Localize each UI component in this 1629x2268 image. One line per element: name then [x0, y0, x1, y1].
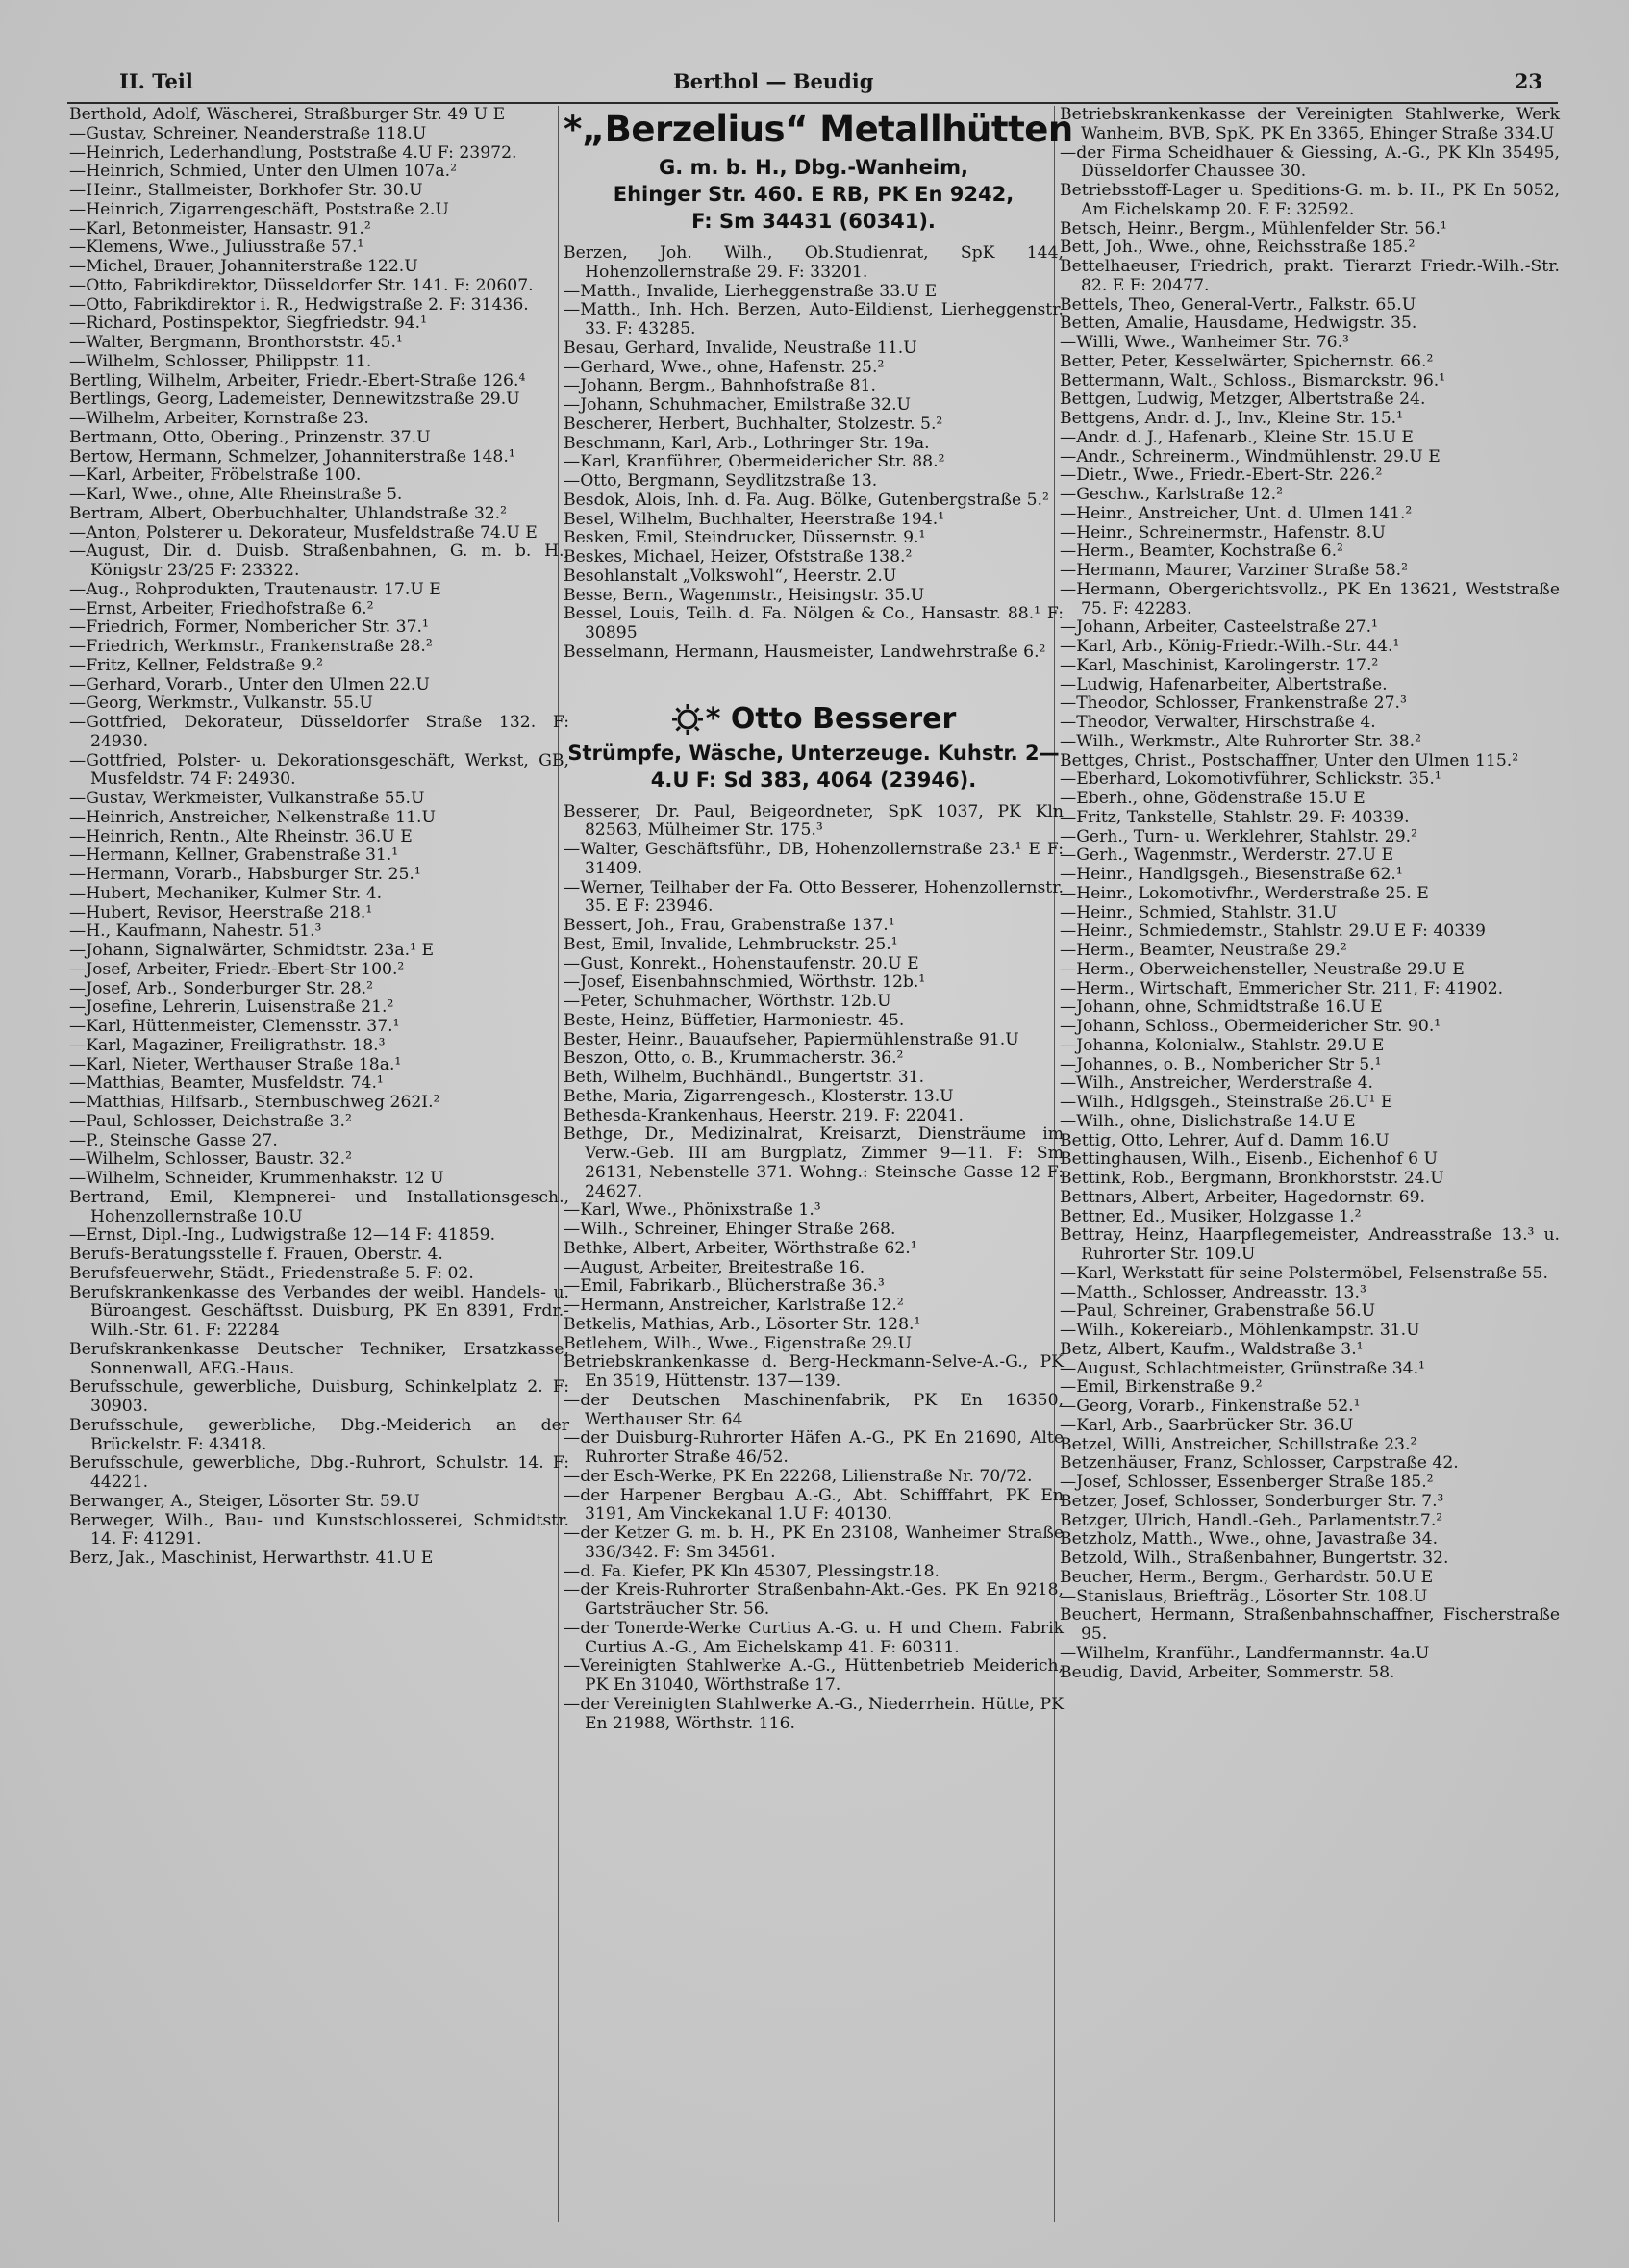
berzelius-advert	[564, 106, 1073, 235]
entry-list	[69, 106, 569, 1569]
directory-entry: —Georg, Werkmstr., Vulkanstr. 55.U	[69, 693, 373, 714]
directory-entry: —der Ketzer G. m. b. H., PK En 23108, Wanheimer Straße 336/342. F: Sm 34561.	[564, 1524, 1064, 1562]
directory-entry: —Klemens, Wwe., Juliusstraße 57.¹	[69, 238, 364, 258]
directory-entry: —der Tonerde-Werke Curtius A.-G. u. H und Chem. Fabrik Curtius A.-G., Am Eichelskamp 41. F: 60311.	[564, 1618, 1064, 1657]
directory-entry: —Walter, Bergmann, Bronthorststr. 45.¹	[69, 333, 403, 352]
directory-entry: —Karl, Arb., König-Friedr.-Wilh.-Str. 44.¹	[1060, 637, 1400, 656]
directory-entry: —Josef, Arb., Sonderburger Str. 28.²	[69, 978, 373, 998]
directory-entry: —Gerh., Wagenmstr., Werderstr. 27.U E	[1060, 845, 1394, 866]
directory-entry: Bertow, Hermann, Schmelzer, Johanniterstraße 148.¹	[69, 446, 515, 466]
directory-entry: Betriebskrankenkasse der Vereinigten Stahlwerke, Werk Wanheim, BVB, SpK, PK En 3365, Ehinger Straße 334.U	[1060, 105, 1560, 143]
directory-entry: Bertlings, Georg, Lademeister, Dennewitzstraße 29.U	[69, 390, 520, 410]
directory-entry: —Heinrich, Zigarrengeschäft, Poststraße 2.U	[69, 199, 449, 219]
directory-entry: —Wilh., Kokereiarb., Möhlenkampstr. 31.U	[1060, 1321, 1420, 1340]
page-header	[0, 65, 1629, 98]
directory-entry: —Hermann, Anstreicher, Karlstraße 12.²	[564, 1296, 904, 1315]
directory-entry: —Herm., Beamter, Neustraße 29.²	[1060, 941, 1347, 960]
directory-entry: —Heinrich, Schmied, Unter den Ulmen 107a.²	[69, 162, 458, 182]
directory-entry: —Wilh., Schreiner, Ehinger Straße 268.	[564, 1220, 896, 1239]
directory-entry: Bethge, Dr., Medizinalrat, Kreisarzt, Diensträume im Verw.-Geb. III am Burgplatz, Zimmer 9—11. F: Sm 26131, Nebenstelle 371. Wohng.: Steinsche Gasse 12 F: 24627.	[564, 1124, 1064, 1201]
directory-entry: —Karl, Wwe., Phönixstraße 1.³	[564, 1200, 821, 1221]
directory-entry: Besel, Wilhelm, Buchhalter, Heerstraße 194.¹	[564, 509, 945, 529]
directory-entry: Bettels, Theo, General-Vertr., Falkstr. 65.U	[1060, 294, 1416, 315]
directory-entry: —Hermann, Kellner, Grabenstraße 31.¹	[69, 845, 399, 866]
directory-entry: —Stanislaus, Briefträg., Lösorter Str. 108.U	[1060, 1586, 1428, 1606]
header-section: II. Teil	[119, 69, 193, 93]
directory-entry: —Josef, Eisenbahnschmied, Wörthstr. 12b.¹	[564, 972, 926, 993]
directory-entry: Berufs-Beratungsstelle f. Frauen, Oberstr. 4.	[69, 1245, 443, 1264]
directory-entry: Berufsschule, gewerbliche, Duisburg, Schinkelplatz 2. F: 30903.	[69, 1377, 569, 1416]
directory-entry: —Heinr., Schmiedemstr., Stahlstr. 29.U E F: 40339	[1060, 921, 1486, 942]
directory-entry: —Fritz, Kellner, Feldstraße 9.²	[69, 655, 324, 675]
directory-entry: —Johann, Schuhmacher, Emilstraße 32.U	[564, 395, 912, 415]
directory-entry: —Heinr., Stallmeister, Borkhofer Str. 30.U	[69, 181, 423, 200]
directory-entry: —Gottfried, Polster- u. Dekorationsgeschäft, Werkst, GB, Musfeldstr. 74 F: 24930.	[69, 750, 569, 790]
directory-entry: —Matthias, Hilfsarb., Sternbuschweg 262I.²	[69, 1093, 440, 1112]
entry-list	[564, 803, 1064, 1734]
directory-entry: —Heinr., Anstreicher, Unt. d. Ulmen 141.²	[1060, 503, 1413, 523]
directory-entry: —Gerhard, Vorarb., Unter den Ulmen 22.U	[69, 674, 430, 694]
directory-entry: —Karl, Betonmeister, Hansastr. 91.²	[69, 218, 371, 239]
directory-entry: Betten, Amalie, Hausdame, Hedwigstr. 35.	[1060, 314, 1417, 334]
directory-entry: Betriebskrankenkasse d. Berg-Heckmann-Selve-A.-G., PK En 3519, Hüttenstr. 137—139.	[564, 1352, 1064, 1391]
directory-entry: —der Duisburg-Ruhrorter Häfen A.-G., PK En 21690, Alte Ruhrorter Straße 46/52.	[564, 1428, 1064, 1467]
directory-entry: Berufskrankenkasse Deutscher Techniker, Ersatzkasse, Sonnenwall, AEG.-Haus.	[69, 1339, 569, 1378]
directory-entry: Beuchert, Hermann, Straßenbahnschaffner, Fischerstraße 95.	[1060, 1605, 1560, 1644]
directory-entry: —Theodor, Verwalter, Hirschstraße 4.	[1060, 713, 1376, 732]
directory-entry: Bettelhaeuser, Friedrich, prakt. Tierarzt Friedr.-Wilh.-Str. 82. E F: 20477.	[1060, 257, 1560, 295]
directory-entry: Bettgen, Ludwig, Metzger, Albertstraße 24.	[1060, 390, 1426, 410]
directory-entry: —der Deutschen Maschinenfabrik, PK En 16350, Werthauser Str. 64	[564, 1390, 1064, 1429]
directory-entry: Beth, Wilhelm, Buchhändl., Bungertstr. 31.	[564, 1068, 925, 1087]
directory-entry: —Anton, Polsterer u. Dekorateur, Musfeldstraße 74.U E	[69, 522, 538, 542]
directory-entry: Besau, Gerhard, Invalide, Neustraße 11.U	[564, 338, 917, 358]
directory-entry: Betsch, Heinr., Bergm., Mühlenfelder Str. 56.¹	[1060, 218, 1447, 239]
directory-entry: —Matth., Inh. Hch. Berzen, Auto-Eildienst, Lierheggenstr. 33. F: 43285.	[564, 300, 1064, 339]
directory-entry: —Johann, Signalwärter, Schmidtstr. 23a.¹ E	[69, 941, 435, 960]
directory-entry: —Karl, Wwe., ohne, Alte Rheinstraße 5.	[69, 485, 403, 504]
directory-entry: —Gerh., Turn- u. Werklehrer, Stahlstr. 29.²	[1060, 826, 1417, 846]
advert-line: F: Sm 34431 (60341).	[691, 210, 936, 233]
directory-entry: Betzenhäuser, Franz, Schlosser, Carpstraße 42.	[1060, 1453, 1459, 1474]
directory-entry: —Matthias, Beamter, Musfeldstr. 74.¹	[69, 1073, 384, 1094]
directory-entry: —Gustav, Werkmeister, Vulkanstraße 55.U	[69, 789, 425, 808]
directory-entry: —Gottfried, Dekorateur, Düsseldorfer Straße 132. F: 24930.	[69, 713, 569, 751]
directory-entry: —Karl, Magaziner, Freiligrathstr. 18.³	[69, 1035, 386, 1055]
directory-entry: —Heinr., Handlgsgeh., Biesenstraße 62.¹	[1060, 865, 1403, 884]
directory-entry: —Richard, Postinspektor, Siegfriedstr. 94.¹	[69, 314, 428, 334]
directory-entry: Betzel, Willi, Anstreicher, Schillstraße 23.²	[1060, 1434, 1417, 1454]
directory-entry: —Hermann, Maurer, Varziner Straße 58.²	[1060, 561, 1408, 580]
advert-line: Ehinger Str. 460. E RB, PK En 9242,	[613, 183, 1015, 206]
directory-entry: —Andr. d. J., Hafenarb., Kleine Str. 15.U E	[1060, 427, 1414, 447]
directory-entry: —Josef, Arbeiter, Friedr.-Ebert-Str 100.²	[69, 959, 405, 979]
directory-entry: —Johann, Arbeiter, Casteelstraße 27.¹	[1060, 617, 1378, 638]
directory-entry: —Otto, Bergmann, Seydlitzstraße 13.	[564, 471, 878, 491]
directory-entry: —Walter, Geschäftsführ., DB, Hohenzollernstraße 23.¹ E F: 31409.	[564, 840, 1064, 878]
directory-entry: Bettink, Rob., Bergmann, Bronkhorststr. 24.U	[1060, 1169, 1444, 1188]
directory-entry: Bethke, Albert, Arbeiter, Wörthstraße 62.¹	[564, 1238, 917, 1258]
directory-entry: —H., Kaufmann, Nahestr. 51.³	[69, 921, 322, 942]
directory-entry: Beste, Heinz, Büffetier, Harmoniestr. 45.	[564, 1010, 905, 1030]
directory-entry: —Johann, Bergm., Bahnhofstraße 81.	[564, 376, 876, 396]
directory-entry: —August, Schlachtmeister, Grünstraße 34.¹	[1060, 1358, 1425, 1378]
directory-entry: —Gerhard, Wwe., ohne, Hafenstr. 25.²	[564, 357, 885, 377]
header-range: Berthol — Beudig	[673, 69, 874, 93]
directory-entry: Besdok, Alois, Inh. d. Fa. Aug. Bölke, Gutenbergstraße 5.²	[564, 490, 1049, 510]
directory-entry: —Heinr., Schmied, Stahlstr. 31.U	[1060, 902, 1338, 922]
directory-entry: Betlehem, Wilh., Wwe., Eigenstraße 29.U	[564, 1333, 913, 1353]
directory-entry: —Paul, Schreiner, Grabenstraße 56.U	[1060, 1301, 1376, 1322]
directory-entry: —Emil, Birkenstraße 9.²	[1060, 1377, 1263, 1398]
directory-entry: —Heinr., Schreinermstr., Hafenstr. 8.U	[1060, 522, 1386, 542]
directory-entry: Berufsfeuerwehr, Städt., Friedenstraße 5. F: 02.	[69, 1263, 474, 1283]
directory-entry: —Ludwig, Hafenarbeiter, Albertstraße.	[1060, 674, 1388, 694]
directory-entry: —Matth., Invalide, Lierheggenstraße 33.U E	[564, 281, 938, 301]
directory-entry: —Wilhelm, Schlosser, Philippstr. 11.	[69, 351, 372, 371]
directory-entry: —Geschw., Karlstraße 12.²	[1060, 485, 1283, 504]
directory-entry: Bettner, Ed., Musiker, Holzgasse 1.²	[1060, 1206, 1362, 1226]
directory-entry: —Hubert, Revisor, Heerstraße 218.¹	[69, 902, 373, 922]
directory-entry: Bettermann, Walt., Schloss., Bismarckstr. 96.¹	[1060, 370, 1446, 391]
directory-entry: Bettgens, Andr. d. J., Inv., Kleine Str. 15.¹	[1060, 409, 1404, 428]
directory-entry: —August, Dir. d. Duisb. Straßenbahnen, G. m. b. H., Königstr 23/25 F: 23322.	[69, 542, 569, 580]
directory-entry: —Dietr., Wwe., Friedr.-Ebert-Str. 226.²	[1060, 466, 1383, 486]
directory-entry: Bessel, Louis, Teilh. d. Fa. Nölgen & Co., Hansastr. 88.¹ F: 30895	[564, 604, 1064, 643]
directory-entry: —der Esch-Werke, PK En 22268, Lilienstraße Nr. 70/72.	[564, 1466, 1033, 1486]
directory-entry: —der Vereinigten Stahlwerke A.-G., Niederrhein. Hütte, PK En 21988, Wörthstr. 116.	[564, 1694, 1064, 1733]
directory-entry: Bettig, Otto, Lehrer, Auf d. Damm 16.U	[1060, 1130, 1390, 1150]
directory-entry: Besselmann, Hermann, Hausmeister, Landwehrstraße 6.²	[564, 642, 1046, 662]
directory-entry: —Gust, Konrekt., Hohenstaufenstr. 20.U E	[564, 953, 919, 973]
directory-entry: —Friedrich, Werkmstr., Frankenstraße 28.²	[69, 637, 433, 656]
directory-entry: —Wilhelm, Arbeiter, Kornstraße 23.	[69, 409, 369, 428]
directory-entry: Bethe, Maria, Zigarrengesch., Klosterstr. 13.U	[564, 1086, 954, 1106]
directory-entry: Best, Emil, Invalide, Lehmbruckstr. 25.¹	[564, 934, 898, 954]
directory-entry: —Ernst, Dipl.-Ing., Ludwigstraße 12—14 F: 41859.	[69, 1225, 496, 1246]
directory-entry: —Otto, Fabrikdirektor, Düsseldorfer Str. 141. F: 20607.	[69, 275, 534, 295]
directory-entry: —Eberhard, Lokomotivführer, Schlickstr. 35.¹	[1060, 769, 1441, 790]
directory-entry: —Karl, Werkstatt für seine Polstermöbel, Felsenstraße 55.	[1060, 1263, 1548, 1283]
directory-entry: Berthold, Adolf, Wäscherei, Straßburger Str. 49 U E	[69, 105, 506, 124]
directory-entry: Berzen, Joh. Wilh., Ob.Studienrat, SpK 144, Hohenzollernstraße 29. F: 33201.	[564, 243, 1064, 282]
directory-entry: —Johann, ohne, Schmidtstraße 16.U E	[1060, 997, 1383, 1018]
entry-list	[1060, 106, 1560, 1682]
directory-entry: —Hubert, Mechaniker, Kulmer Str. 4.	[69, 883, 383, 903]
advert-line: G. m. b. H., Dbg.-Wanheim,	[659, 156, 968, 179]
directory-entry: Bertmann, Otto, Obering., Prinzenstr. 37.U	[69, 427, 431, 447]
directory-entry: —Andr., Schreinerm., Windmühlenstr. 29.U E	[1060, 446, 1441, 466]
directory-entry: Beskes, Michael, Heizer, Ofststraße 138.²	[564, 547, 913, 567]
directory-entry: —Friedrich, Former, Nombericher Str. 37.¹	[69, 617, 429, 638]
directory-entry: Berufsschule, gewerbliche, Dbg.-Meiderich an der Brückelstr. F: 43418.	[69, 1415, 569, 1454]
directory-entry: Beucher, Herm., Bergm., Gerhardstr. 50.U E	[1060, 1567, 1434, 1587]
directory-entry: —Eberh., ohne, Gödenstraße 15.U E	[1060, 789, 1366, 808]
directory-entry: —Heinrich, Anstreicher, Nelkenstraße 11.U	[69, 807, 436, 827]
directory-entry: Besken, Emil, Steindrucker, Düssernstr. 9.¹	[564, 528, 926, 548]
directory-entry: —Peter, Schuhmacher, Wörthstr. 12b.U	[564, 992, 891, 1011]
page-number: 23	[1514, 69, 1542, 93]
entry-list	[564, 244, 1064, 663]
directory-entry: —Josef, Schlosser, Essenberger Straße 185.²	[1060, 1473, 1434, 1492]
directory-entry: —Herm., Beamter, Kochstraße 6.²	[1060, 542, 1343, 562]
directory-entry: —Johann, Schloss., Obermeidericher Str. 90.¹	[1060, 1017, 1441, 1036]
directory-entry: Bester, Heinr., Bauaufseher, Papiermühlenstraße 91.U	[564, 1029, 1019, 1049]
directory-entry: Better, Peter, Kesselwärter, Spichernstr. 66.²	[1060, 351, 1434, 371]
directory-entry: —Johannes, o. B., Nombericher Str 5.¹	[1060, 1054, 1382, 1074]
directory-entry: —Aug., Rohprodukten, Trautenaustr. 17.U E	[69, 579, 441, 599]
directory-entry: Bertram, Albert, Oberbuchhalter, Uhlandstraße 32.²	[69, 503, 508, 523]
directory-entry: Betzholz, Matth., Wwe., ohne, Javastraße 34.	[1060, 1529, 1439, 1550]
directory-entry: —Heinr., Lokomotivfhr., Werderstraße 25. E	[1060, 883, 1429, 903]
directory-entry: —Wilhelm, Schneider, Krummenhakstr. 12 U	[69, 1169, 444, 1188]
directory-entry: Berweger, Wilh., Bau- und Kunstschlosserei, Schmidtstr. 14. F: 41291.	[69, 1510, 569, 1550]
directory-entry: —d. Fa. Kiefer, PK Kln 45307, Plessingstr.18.	[564, 1561, 940, 1581]
directory-entry: —Herm., Oberweichensteller, Neustraße 29.U E	[1060, 959, 1465, 979]
directory-entry: —Karl, Hüttenmeister, Clemensstr. 37.¹	[69, 1017, 400, 1036]
directory-entry: —Hermann, Vorarb., Habsburger Str. 25.¹	[69, 865, 421, 884]
directory-entry: Bettray, Heinz, Haarpflegemeister, Andreasstraße 13.³ u. Ruhrorter Str. 109.U	[1060, 1225, 1560, 1264]
directory-entry: Bescherer, Herbert, Buchhalter, Stolzestr. 5.²	[564, 414, 943, 434]
directory-entry: —Fritz, Tankstelle, Stahlstr. 29. F: 40339.	[1060, 807, 1410, 827]
directory-entry: Betzger, Ulrich, Handl.-Geh., Parlamentstr.7.²	[1060, 1510, 1443, 1530]
directory-entry: Bertling, Wilhelm, Arbeiter, Friedr.-Ebert-Straße 126.⁴	[69, 370, 526, 391]
directory-entry: Beschmann, Karl, Arb., Lothringer Str. 19a.	[564, 433, 930, 453]
directory-entry: Betkelis, Mathias, Arb., Lösorter Str. 128.¹	[564, 1314, 921, 1334]
column-1	[69, 106, 569, 1569]
directory-entry: Betzold, Wilh., Straßenbahner, Bungertstr. 32.	[1060, 1549, 1449, 1568]
directory-entry: —Karl, Nieter, Werthauser Straße 18a.¹	[69, 1054, 402, 1074]
directory-entry: Bett, Joh., Wwe., ohne, Reichsstraße 185.²	[1060, 238, 1416, 258]
directory-entry: —Wilh., Hdlgsgeh., Steinstraße 26.U¹ E	[1060, 1093, 1393, 1112]
directory-entry: —Heinrich, Rentn., Alte Rheinstr. 36.U E	[69, 826, 413, 846]
directory-entry: Bethesda-Krankenhaus, Heerstr. 219. F: 22041.	[564, 1105, 964, 1125]
directory-entry: —Paul, Schlosser, Deichstraße 3.²	[69, 1111, 352, 1131]
directory-entry: —Herm., Wirtschaft, Emmericher Str. 211, F: 41902.	[1060, 978, 1504, 998]
header-rule	[67, 102, 1558, 104]
besserer-advert	[564, 699, 1064, 794]
directory-entry: —Karl, Kranführer, Obermeidericher Str. 88.²	[564, 452, 945, 472]
directory-entry: Betz, Albert, Kaufm., Waldstraße 3.¹	[1060, 1339, 1364, 1359]
directory-entry: Beudig, David, Arbeiter, Sommerstr. 58.	[1060, 1662, 1395, 1682]
directory-entry: Berufsschule, gewerbliche, Dbg.-Ruhrort, Schulstr. 14. F: 44221.	[69, 1453, 569, 1492]
advert-title: *„Berzelius“ Metallhütten	[564, 109, 1073, 150]
directory-entry: —Wilh., ohne, Dislichstraße 14.U E	[1060, 1111, 1356, 1131]
directory-entry: Berufskrankenkasse des Verbandes der weibl. Handels- u. Büroangest. Geschäftsst. Duisburg, PK En 8391, Frdr.-Wilh.-Str. 61. F: 22284	[69, 1282, 569, 1340]
directory-entry: —Karl, Arbeiter, Fröbelstraße 100.	[69, 466, 362, 486]
directory-entry: —Ernst, Arbeiter, Friedhofstraße 6.²	[69, 598, 374, 618]
directory-entry: —Emil, Fabrikarb., Blücherstraße 36.³	[564, 1276, 885, 1297]
directory-entry: Besohlanstalt „Volkswohl“, Heerstr. 2.U	[564, 566, 897, 586]
directory-entry: —Wilhelm, Schlosser, Baustr. 32.²	[69, 1149, 353, 1170]
directory-entry: Betzer, Josef, Schlosser, Sonderburger Str. 7.³	[1060, 1491, 1444, 1511]
directory-entry: —Josefine, Lehrerin, Luisenstraße 21.²	[69, 997, 394, 1018]
directory-entry: —Werner, Teilhaber der Fa. Otto Besserer, Hohenzollernstr. 35. E F: 23946.	[564, 877, 1064, 917]
directory-entry: Berz, Jak., Maschinist, Herwarthstr. 41.U E	[69, 1549, 434, 1568]
directory-entry: —Karl, Arb., Saarbrücker Str. 36.U	[1060, 1415, 1354, 1435]
advert-title: * Otto Besserer	[705, 701, 957, 736]
directory-entry: Besserer, Dr. Paul, Beigeordneter, SpK 1037, PK Kln 82563, Mülheimer Str. 175.³	[564, 801, 1064, 841]
directory-entry: —der Kreis-Ruhrorter Straßenbahn-Akt.-Ges. PK En 9218, Gartsträucher Str. 56.	[564, 1580, 1064, 1619]
directory-entry: Besse, Bern., Wagenmstr., Heisingstr. 35.U	[564, 585, 925, 605]
directory-entry: Betriebsstoff-Lager u. Speditions-G. m. b. H., PK En 5052, Am Eichelskamp 20. E F: 32592.	[1060, 181, 1560, 219]
directory-entry: —Wilhelm, Kranführ., Landfermannstr. 4a.U	[1060, 1643, 1430, 1663]
directory-entry: —der Harpener Bergbau A.-G., Abt. Schifffahrt, PK En 3191, Am Vinckekanal 1.U F: 40130.	[564, 1485, 1064, 1525]
advert-line: Strümpfe, Wäsche, Unterzeuge. Kuhstr. 2—4.U F: Sd 383, 4064 (23946).	[567, 741, 1060, 792]
directory-entry: —Theodor, Schlosser, Frankenstraße 27.³	[1060, 693, 1407, 714]
column-3	[1060, 106, 1560, 1682]
directory-entry: Bettges, Christ., Postschaffner, Unter den Ulmen 115.²	[1060, 750, 1519, 770]
directory-entry: —Willi, Wwe., Wanheimer Str. 76.³	[1060, 333, 1349, 352]
directory-entry: —Wilh., Werkmstr., Alte Ruhrorter Str. 38.²	[1060, 731, 1422, 751]
column-2	[564, 106, 1073, 1733]
directory-entry: —Otto, Fabrikdirektor i. R., Hedwigstraße 2. F: 31436.	[69, 294, 529, 315]
directory-entry: Berwanger, A., Steiger, Lösorter Str. 59.U	[69, 1491, 420, 1511]
directory-entry: —Georg, Vorarb., Finkenstraße 52.¹	[1060, 1397, 1361, 1416]
directory-entry: —Johanna, Kolonialw., Stahlstr. 29.U E	[1060, 1035, 1385, 1055]
directory-entry: Bertrand, Emil, Klempnerei- und Installationsgesch., Hohenzollernstraße 10.U	[69, 1187, 569, 1226]
directory-entry: —Matth., Schlosser, Andreasstr. 13.³	[1060, 1282, 1366, 1302]
directory-entry: —Gustav, Schreiner, Neanderstraße 118.U	[69, 123, 427, 143]
directory-entry: Bettinghausen, Wilh., Eisenb., Eichenhof 6 U	[1060, 1149, 1438, 1170]
directory-entry: —der Firma Scheidhauer & Giessing, A.-G., PK Kln 35495, Düsseldorfer Chaussee 30.	[1060, 142, 1560, 182]
directory-entry: —Vereinigten Stahlwerke A.-G., Hüttenbetrieb Meiderich, PK En 31040, Wörthstraße 17.	[564, 1656, 1064, 1695]
directory-entry: —Wilh., Anstreicher, Werderstraße 4.	[1060, 1073, 1373, 1094]
sun-logo-icon	[671, 703, 704, 736]
directory-entry: —Heinrich, Lederhandlung, Poststraße 4.U F: 23972.	[69, 142, 517, 163]
directory-entry: Beszon, Otto, o. B., Krummacherstr. 36.²	[564, 1048, 904, 1069]
directory-entry: —P., Steinsche Gasse 27.	[69, 1130, 278, 1150]
directory-entry: Bettnars, Albert, Arbeiter, Hagedornstr. 69.	[1060, 1187, 1426, 1207]
directory-entry: —August, Arbeiter, Breitestraße 16.	[564, 1257, 865, 1277]
directory-entry: Bessert, Joh., Frau, Grabenstraße 137.¹	[564, 916, 895, 935]
directory-entry: —Michel, Brauer, Johanniterstraße 122.U	[69, 257, 418, 276]
directory-entry: —Karl, Maschinist, Karolingerstr. 17.²	[1060, 655, 1379, 675]
directory-entry: —Hermann, Obergerichtsvollz., PK En 13621, Weststraße 75. F: 42283.	[1060, 579, 1560, 618]
